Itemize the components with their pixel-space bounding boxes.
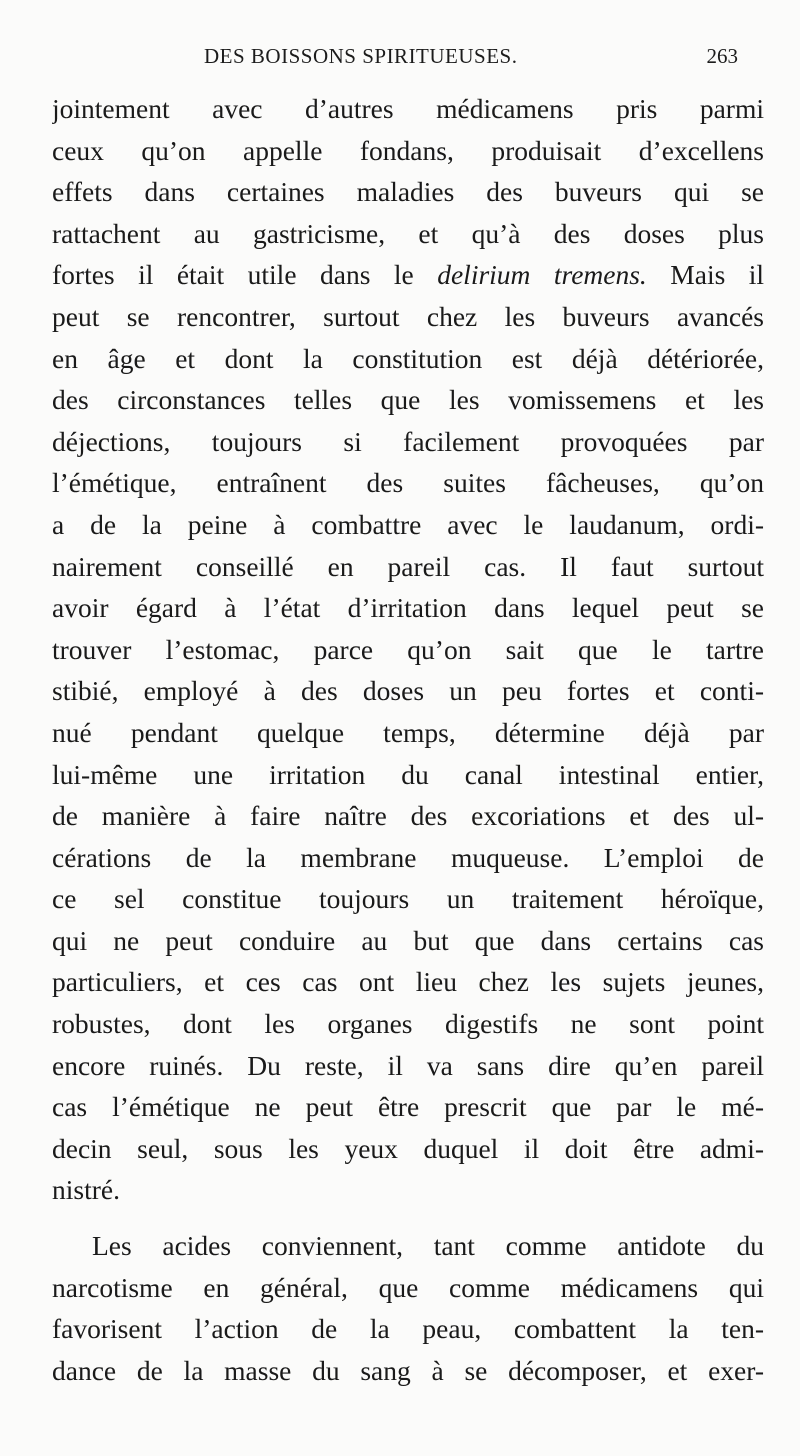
text-line: de manière à faire naître des excoriations et des ul- — [52, 800, 764, 832]
text-line: ceux qu’on appelle fondans, produisait d’excellens — [52, 134, 764, 166]
line-start: fortes il était utile dans le — [52, 259, 414, 291]
text-line: ce sel constitue toujours un traitement héroïque, — [52, 883, 764, 915]
text-line: avoir égard à l’état d’irritation dans lequel peut se — [52, 592, 764, 624]
text-line-last: nistré. — [52, 1174, 120, 1206]
text-line: jointement avec d’autres médicamens pris parmi — [52, 93, 764, 124]
text-line: rattachent au gastricisme, et qu’à des doses plus — [52, 217, 764, 249]
text-line: stibié, employé à des doses un peu fortes et conti- — [52, 675, 764, 707]
running-head: DES BOISSONS SPIRITUEUSES. — [204, 44, 518, 68]
text-line: peut se rencontrer, surtout chez les buveurs avancés — [52, 300, 764, 332]
text-line: en âge et dont la constitution est déjà détériorée, — [52, 342, 764, 374]
text-line: nué pendant quelque temps, détermine déjà par — [52, 716, 764, 748]
text-line-with-italic — [52, 254, 764, 296]
text-line: narcotisme en général, que comme médicamens qui — [52, 1271, 764, 1303]
text-line: déjections, toujours si facilement provoquées par — [52, 425, 764, 457]
text-line: decin seul, sous les yeux duquel il doit être admi- — [52, 1132, 764, 1164]
text-line: encore ruinés. Du reste, il va sans dire qu’en pareil — [52, 1049, 764, 1081]
page-header — [52, 44, 752, 78]
text-line: a de la peine à combattre avec le laudanum, ordi- — [52, 508, 764, 540]
text-line: trouver l’estomac, parce qu’on sait que le tartre — [52, 633, 764, 665]
text-line: des circonstances telles que les vomissemens et les — [52, 384, 764, 416]
text-line: cérations de la membrane muqueuse. L’emploi de — [52, 841, 764, 873]
text-line: nairement conseillé en pareil cas. Il faut surtout — [52, 550, 764, 582]
text-line: qui ne peut conduire au but que dans certains cas — [52, 924, 764, 956]
page-number: 263 — [706, 44, 738, 68]
text-line: particuliers, et ces cas ont lieu chez les sujets jeunes, — [52, 966, 764, 998]
text-line-indented: Les acides conviennent, tant comme antidote du — [92, 1230, 764, 1262]
text-line: lui-même une irritation du canal intestinal entier, — [52, 758, 764, 790]
line-end: Mais il — [646, 259, 764, 291]
text-line: cas l’émétique ne peut être prescrit que par le mé- — [52, 1091, 764, 1123]
text-line: effets dans certaines maladies des buveurs qui se — [52, 176, 764, 208]
text-line: l’émétique, entraînent des suites fâcheuses, qu’on — [52, 467, 764, 499]
italic-phrase: delirium tremens. — [437, 259, 647, 291]
paragraph-gap — [52, 1211, 764, 1225]
text-line: dance de la masse du sang à se décomposer, et exer- — [52, 1354, 764, 1386]
text-line: robustes, dont les organes digestifs ne sont point — [52, 1008, 764, 1040]
text-line: favorisent l’action de la peau, combattent la ten- — [52, 1313, 764, 1345]
body-text — [52, 88, 764, 1391]
